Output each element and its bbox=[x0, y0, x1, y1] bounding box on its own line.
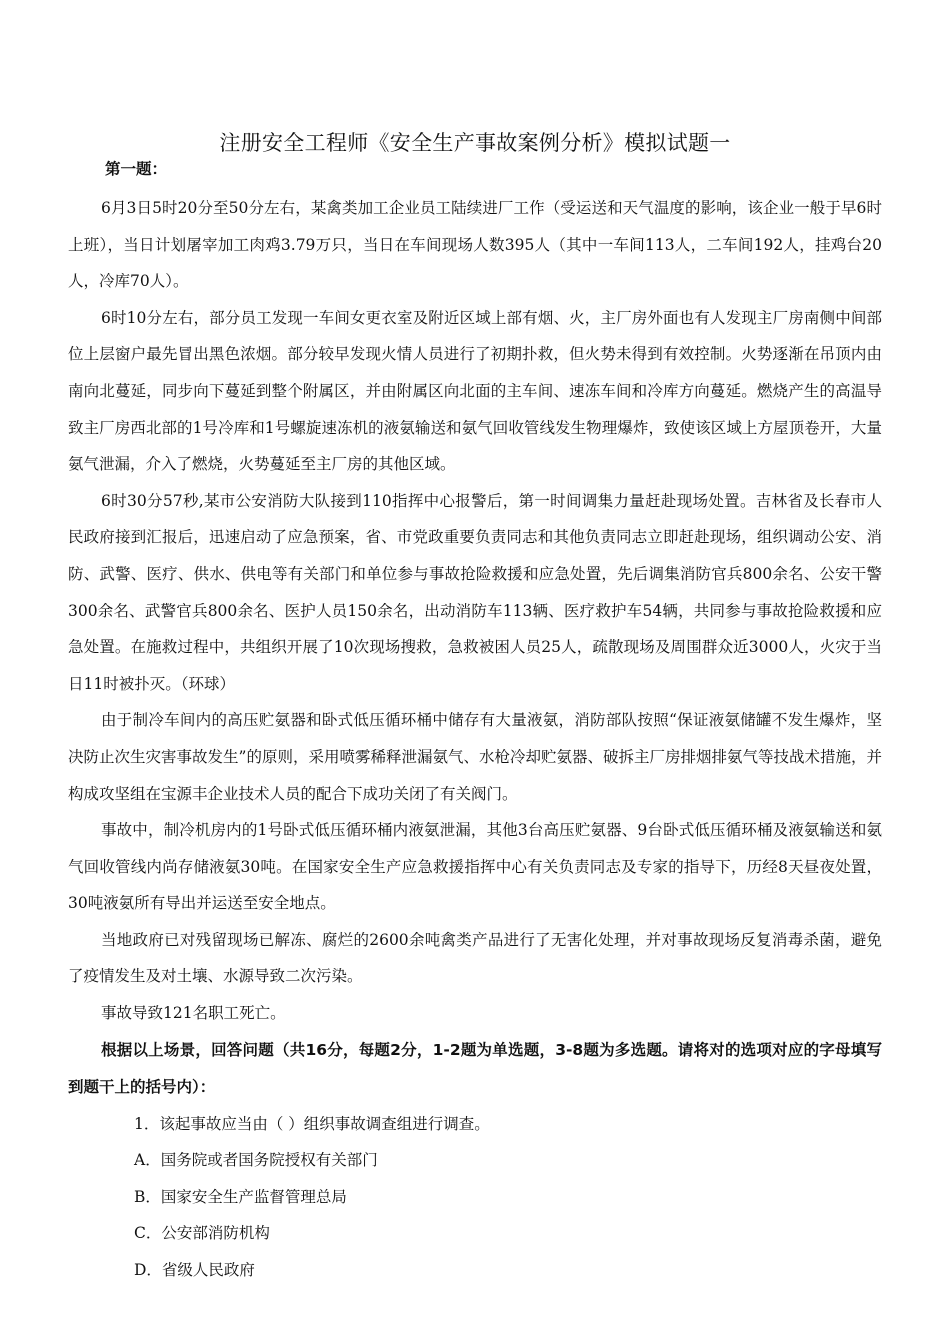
paragraph-4: 由于制冷车间内的高压贮氨器和卧式低压循环桶中储存有大量液氨，消防部队按照“保证液氨储罐不发生爆炸，坚决防止次生灾害事故发生”的原则，采用喷雾稀释泄漏氨气、水枪冷却贮氨器、破拆主厂房排烟排氨气等技战术措施，并构成攻坚组在宝源丰企业技术人员的配合下成功关闭了有关阀门。 bbox=[68, 711, 882, 803]
document-body bbox=[68, 190, 882, 1289]
paragraph-7: 事故导致121名职工死亡。 bbox=[101, 1004, 286, 1023]
option-c: C．公安部消防机构 bbox=[134, 1224, 270, 1243]
question-stem: 1．该起事故应当由（ ）组织事故调查组进行调查。 bbox=[134, 1114, 490, 1133]
paragraph-2: 6时10分左右，部分员工发现一车间女更衣室及附近区域上部有烟、火，主厂房外面也有人发现主厂房南侧中间部位上层窗户最先冒出黑色浓烟。部分较早发现火情人员进行了初期扑救，但火势未得到有效控制。火势逐渐在吊顶内由南向北蔓延，同步向下蔓延到整个附属区，并由附属区向北面的主车间、速冻车间和冷库方向蔓延。燃烧产生的高温导致主厂房西北部的1号冷库和1号螺旋速冻机的液氨输送和氨气回收管线发生物理爆炸，致使该区域上方屋顶卷开，大量氨气泄漏，介入了燃烧，火势蔓延至主厂房的其他区域。 bbox=[68, 308, 882, 474]
document-title: 注册安全工程师《安全生产事故案例分析》模拟试题一 bbox=[219, 131, 731, 155]
section-label: 第一题： bbox=[105, 160, 168, 178]
paragraph-3: 6时30分57秒,某市公安消防大队接到110指挥中心报警后，第一时间调集力量赶赴现场处置。吉林省及长春市人民政府接到汇报后，迅速启动了应急预案，省、市党政重要负责同志和其他负责同志立即赶赴现场，组织调动公安、消防、武警、医疗、供水、供电等有关部门和单位参与事故抢险救援和应急处置，先后调集消防官兵800余名、公安干警300余名、武警官兵800余名、医护人员150余名，出动消防车113辆、医疗救护车54辆，共同参与事故抢险救援和应急处置。在施救过程中，共组织开展了10次现场搜救，急救被困人员25人，疏散现场及周围群众近3000人，火灾于当日11时被扑灭。（环球） bbox=[68, 491, 882, 693]
option-b: B．国家安全生产监督管理总局 bbox=[134, 1187, 347, 1206]
paragraph-5: 事故中，制冷机房内的1号卧式低压循环桶内液氨泄漏，其他3台高压贮氨器、9台卧式低压循环桶及液氨输送和氨气回收管线内尚存储液氨30吨。在国家安全生产应急救援指挥中心有关负责同志及专家的指导下，历经8天昼夜处置，30吨液氨所有导出并运送至安全地点。 bbox=[68, 821, 882, 913]
paragraph-1: 6月3日5时20分至50分左右，某禽类加工企业员工陆续进厂工作（受运送和天气温度的影响，该企业一般于早6时上班），当日计划屠宰加工肉鸡3.79万只，当日在车间现场人数395人（其中一车间113人，二车间192人，挂鸡台20人，冷库70人）。 bbox=[68, 199, 882, 291]
question-instruction: 根据以上场景，回答问题（共16分，每题2分，1-2题为单选题，3-8题为多选题。请将对的选项对应的字母填写到题干上的括号内）： bbox=[68, 1040, 882, 1096]
option-a: A．国务院或者国务院授权有关部门 bbox=[134, 1151, 378, 1170]
option-d: D．省级人民政府 bbox=[134, 1261, 255, 1280]
paragraph-6: 当地政府已对残留现场已解冻、腐烂的2600余吨禽类产品进行了无害化处理，并对事故现场反复消毒杀菌，避免了疫情发生及对土壤、水源导致二次污染。 bbox=[68, 930, 882, 986]
